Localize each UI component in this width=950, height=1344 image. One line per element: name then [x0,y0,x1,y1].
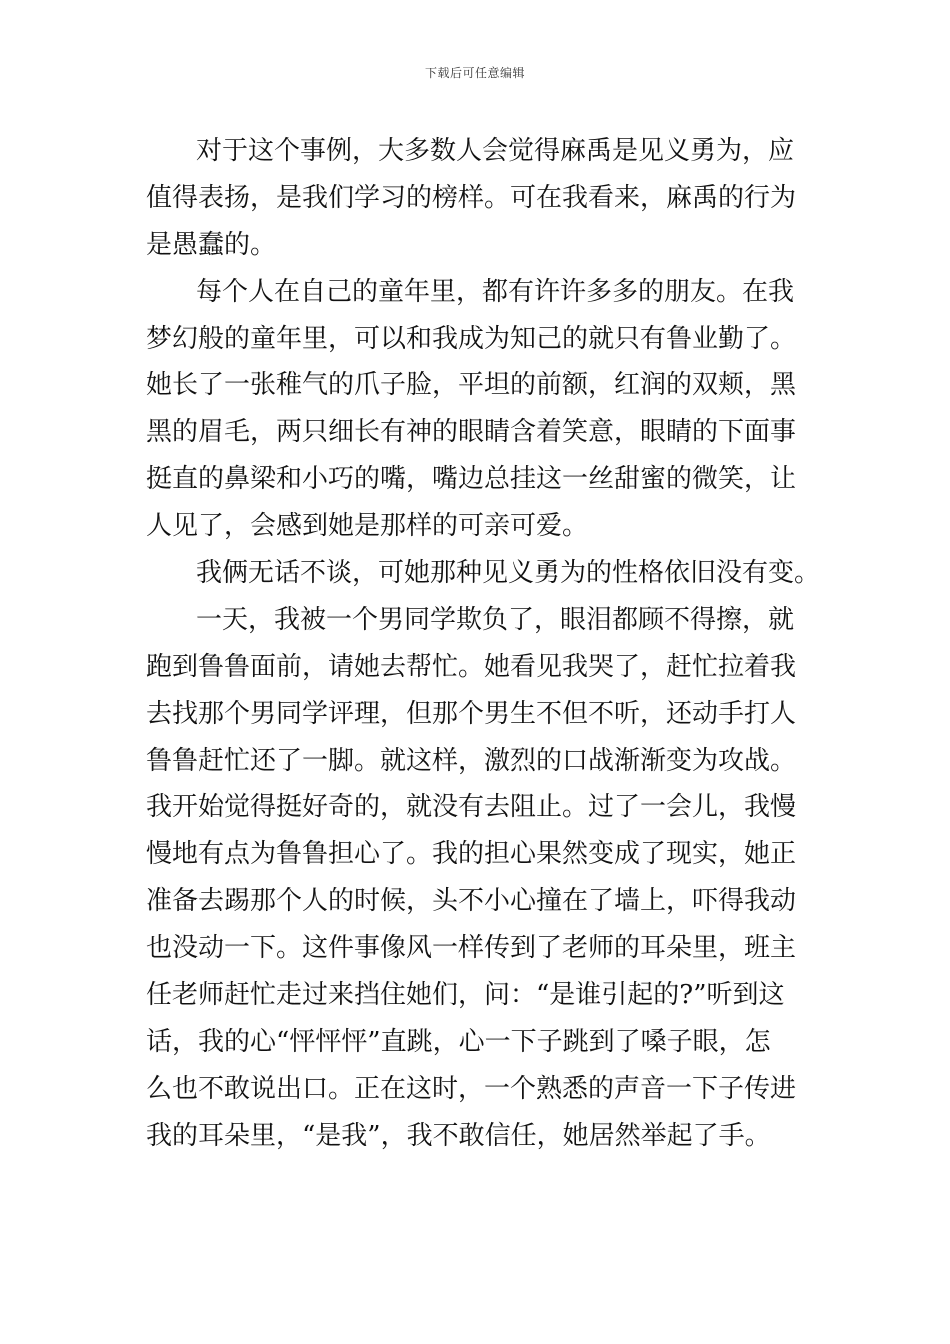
text-line: 慢地有点为鲁鲁担心了。我的担心果然变成了现实，她正 [146,839,797,870]
text-line: 跑到鲁鲁面前，请她去帮忙。她看见我哭了，赶忙拉着我 [146,651,797,682]
text-line: 任老师赶忙走过来挡住她们，问：“是谁引起的?”听到这 [146,980,785,1011]
text-line: 也没动一下。这件事像风一样传到了老师的耳朵里，班主 [146,933,797,964]
text-line: 值得表扬，是我们学习的榜样。可在我看来，麻禹的行为 [146,182,797,213]
text-line: 人见了，会感到她是那样的可亲可爱。 [146,511,589,542]
text-line: 话，我的心“怦怦怦”直跳，心一下子跳到了嗓子眼，怎 [146,1026,771,1057]
text-line: 去找那个男同学评理，但那个男生不但不听，还动手打人 [146,698,797,729]
text-line: 梦幻般的童年里，可以和我成为知己的就只有鲁业勤了。 [146,323,797,354]
text-line: 是愚蠢的。 [146,229,277,260]
body-text [146,128,821,1160]
page-header: 下载后可任意编辑 [424,66,525,80]
text-line: 鲁鲁赶忙还了一脚。就这样，激烈的口战渐渐变为攻战。 [146,745,797,776]
text-line: 黑的眉毛，两只细长有神的眼睛含着笑意，眼睛的下面事 [146,417,797,448]
text-line: 准备去踢那个人的时候，头不小心撞在了墙上，吓得我动 [146,886,797,917]
text-line: 每个人在自己的童年里，都有许许多多的朋友。在我 [196,276,795,307]
text-line: 对于这个事例，大多数人会觉得麻禹是见义勇为，应 [196,136,795,166]
text-line: 一天，我被一个男同学欺负了，眼泪都顾不得擦，就 [196,604,795,635]
text-line: 我的耳朵里，“是我”，我不敢信任，她居然举起了手。 [146,1120,771,1151]
text-line: 她长了一张稚气的爪子脸，平坦的前额，红润的双颊，黑 [146,370,797,401]
text-line: 么也不敢说出口。正在这时，一个熟悉的声音一下子传进 [146,1073,797,1104]
text-line: 挺直的鼻梁和小巧的嘴，嘴边总挂这一丝甜蜜的微笑，让 [146,464,797,495]
text-line: 我俩无话不谈，可她那种见义勇为的性格依旧没有变。 [196,558,821,589]
text-line: 我开始觉得挺好奇的，就没有去阻止。过了一会儿，我慢 [146,792,797,823]
